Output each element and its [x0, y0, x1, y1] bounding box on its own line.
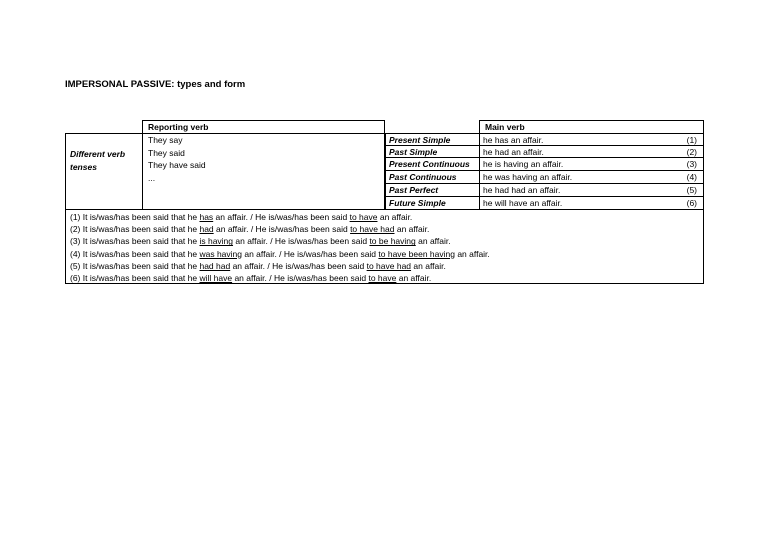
- example-text: an affair.: [415, 236, 451, 247]
- example-text: (3) It is/was/has been said that he: [70, 236, 200, 247]
- different-verb-tenses-cell: [65, 133, 143, 210]
- example-underlined: to have had: [350, 224, 395, 235]
- example-text: (4) It is/was/has been said that he: [70, 248, 200, 259]
- example-text: (6) It is/was/has been said that he: [70, 273, 200, 284]
- example-text: an affair. / He is/was/has been said: [233, 236, 370, 247]
- main-verb-number: (5): [686, 185, 697, 195]
- example-text: an affair. / He is/was/has been said: [232, 273, 369, 284]
- example-underlined: is having: [199, 236, 234, 247]
- main-verb-example: he had had an affair.: [483, 185, 561, 195]
- example-text: an affair. / He is/was/has been said: [230, 260, 367, 271]
- main-verb-row: [479, 157, 704, 171]
- example-line: [70, 211, 703, 223]
- main-verb-number: (3): [686, 159, 697, 169]
- example-line: [70, 235, 703, 247]
- main-verb-number: (4): [686, 172, 697, 182]
- example-line: [70, 260, 703, 272]
- main-verb-number: (6): [686, 198, 697, 208]
- tense-row: [385, 196, 480, 210]
- main-verb-header: [479, 120, 704, 134]
- example-underlined: had: [199, 224, 214, 235]
- main-verb-row: [479, 183, 704, 197]
- page-title: IMPERSONAL PASSIVE: types and form: [65, 79, 246, 90]
- example-line: [70, 272, 703, 284]
- main-verb-example: he was having an affair.: [483, 172, 573, 182]
- different-verb-tenses-label: Different verb tenses: [70, 149, 126, 172]
- example-underlined: to have had: [366, 260, 412, 271]
- tense-label: Past Simple: [389, 147, 438, 157]
- tense-label: Future Simple: [389, 198, 446, 208]
- example-text: (1) It is/was/has been said that he: [70, 212, 200, 222]
- tense-label: Present Continuous: [389, 159, 470, 169]
- example-text: an affair. / He is/was/has been said: [242, 248, 379, 259]
- main-verb-row: [479, 196, 704, 210]
- example-underlined: will have: [199, 273, 233, 284]
- reporting-verb-cell: [142, 133, 385, 210]
- main-verb-number: (2): [686, 147, 697, 157]
- example-text: an affair.: [454, 248, 490, 259]
- example-underlined: to have been having: [378, 248, 455, 259]
- main-verb-row: [479, 170, 704, 184]
- tense-row: [385, 157, 480, 171]
- example-text: an affair.: [377, 212, 413, 222]
- tense-row: [385, 183, 480, 197]
- examples-cell: [65, 209, 704, 284]
- main-verb-example: he had an affair.: [483, 147, 544, 157]
- main-verb-header-label: Main verb: [485, 122, 525, 132]
- example-underlined: was having: [199, 248, 242, 259]
- example-text: (2) It is/was/has been said that he: [70, 224, 200, 235]
- example-underlined: has: [199, 212, 214, 222]
- main-verb-example: he has an affair.: [483, 135, 544, 145]
- example-underlined: to have: [368, 273, 397, 284]
- example-underlined: had had: [199, 260, 231, 271]
- reporting-verb-header-label: Reporting verb: [148, 122, 209, 132]
- reporting-verb-header: [142, 120, 385, 134]
- example-text: an affair. / He is/was/has been said: [213, 224, 351, 235]
- reporting-line: They say: [148, 135, 183, 145]
- example-text: an affair.: [396, 273, 432, 284]
- example-line: [70, 248, 703, 260]
- example-text: an affair.: [394, 224, 430, 235]
- reporting-line: ...: [148, 172, 156, 183]
- example-underlined: to be having: [369, 236, 416, 247]
- example-text: an affair. / He is/was/has been said: [213, 212, 350, 222]
- example-underlined: to have: [349, 212, 378, 222]
- main-verb-example: he will have an affair.: [483, 198, 563, 208]
- example-text: (5) It is/was/has been said that he: [70, 260, 200, 271]
- main-verb-example: he is having an affair.: [483, 159, 564, 169]
- main-verb-number: (1): [686, 135, 697, 145]
- tense-row: [385, 170, 480, 184]
- tense-label: Past Continuous: [389, 172, 457, 182]
- reporting-line: They said: [148, 147, 185, 158]
- reporting-line: They have said: [148, 160, 206, 170]
- tense-label: Present Simple: [389, 135, 451, 145]
- example-text: an affair.: [411, 260, 446, 271]
- example-line: [70, 223, 703, 235]
- tense-label: Past Perfect: [389, 185, 439, 195]
